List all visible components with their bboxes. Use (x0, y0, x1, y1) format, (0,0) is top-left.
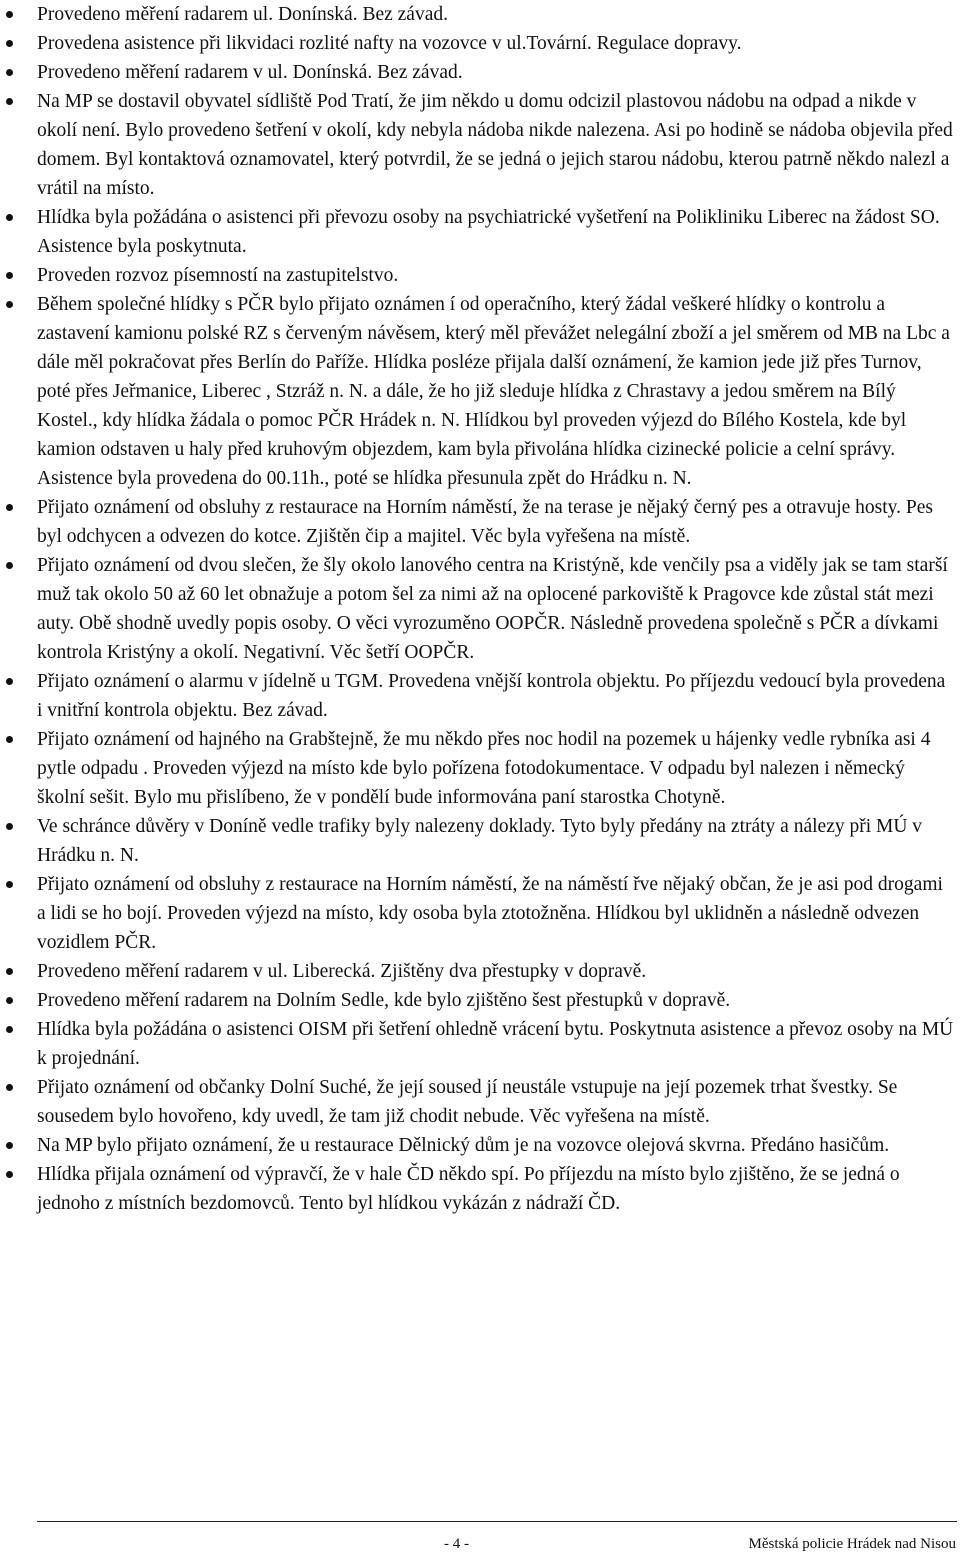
bullet-icon (6, 562, 13, 569)
bullet-icon (6, 98, 13, 105)
bullet-icon (6, 272, 13, 279)
page-number: - 4 - (444, 1536, 469, 1552)
report-item (0, 87, 960, 203)
report-item-text: Provedeno měření radarem v ul. Donínská. Bez závad. (37, 62, 463, 83)
bullet-icon (6, 823, 13, 830)
report-item-text: Přijato oznámení od obsluhy z restaurace na Horním náměstí, že na terase je nějaký černý pes a otravuje hosty. Pes byl odchycen a odvezen do kotce. Zjištěn čip a majitel. Věc byla vyřešena na místě. (37, 497, 933, 547)
bullet-icon (6, 736, 13, 743)
bullet-icon (6, 69, 13, 76)
report-item-text: Hlídka byla požádána o asistenci OISM při šetření ohledně vrácení bytu. Poskytnuta asistence a převoz osoby na MÚ k projednání. (37, 1019, 954, 1069)
report-item-text: Provedeno měření radarem ul. Donínská. Bez závad. (37, 4, 448, 25)
bullet-icon (6, 11, 13, 18)
report-item-text: Provedeno měření radarem na Dolním Sedle, kde bylo zjištěno šest přestupků v dopravě. (37, 990, 731, 1011)
report-item-text: Přijato oznámení o alarmu v jídelně u TGM. Provedena vnější kontrola objektu. Po příjezdu vedoucí byla provedena i vnitřní kontrola objektu. Bez závad. (37, 671, 946, 721)
report-item (0, 261, 960, 290)
report-item-text: Na MP se dostavil obyvatel sídliště Pod Tratí, že jim někdo u domu odcizil plastovou nádobu na odpad a nikde v okolí není. Bylo provedeno šetření v okolí, kdy nebyla nádoba nikde nalezena. Asi po hodině se nádoba objevila před domem. Byl kontaktová oznamovatel, který potvrdil, že se jedná o jejich starou nádobu, kterou patrně někdo nalezl a vrátil na místo. (37, 91, 953, 199)
report-item (0, 667, 960, 725)
bullet-icon (6, 1171, 13, 1178)
report-item (0, 1131, 960, 1160)
bullet-icon (6, 40, 13, 47)
bullet-icon (6, 678, 13, 685)
report-item (0, 812, 960, 870)
report-item (0, 0, 960, 29)
report-item (0, 1073, 960, 1131)
report-item-text: Provedeno měření radarem v ul. Liberecká. Zjištěny dva přestupky v dopravě. (37, 961, 647, 982)
footer-divider (37, 1521, 957, 1522)
report-item (0, 493, 960, 551)
report-item (0, 29, 960, 58)
report-item (0, 58, 960, 87)
bullet-icon (6, 881, 13, 888)
report-item (0, 551, 960, 667)
report-item (0, 870, 960, 957)
bullet-icon (6, 1084, 13, 1091)
report-item-text: Provedena asistence při likvidaci rozlité nafty na vozovce v ul.Tovární. Regulace dopravy. (37, 33, 742, 54)
report-item (0, 725, 960, 812)
report-item-text: Ve schránce důvěry v Doníně vedle trafiky byly nalezeny doklady. Tyto byly předány na ztráty a nálezy při MÚ v Hrádku n. N. (37, 816, 923, 866)
report-item-text: Na MP bylo přijato oznámení, že u restaurace Dělnický dům je na vozovce olejová skvrna. Předáno hasičům. (37, 1135, 890, 1156)
report-item-text: Přijato oznámení od dvou slečen, že šly okolo lanového centra na Kristýně, kde venčily psa a viděly jak se tam starší muž tak okolo 50 až 60 let obnažuje a potom šel za nimi až na oplocené parkoviště k Pragovce kde zůstal stát mezi auty. Obě shodně uvedly popis osoby. O věci vyrozuměno OOPČR. Následně provedena společně s PČR a dívkami kontrola Kristýny a okolí. Negativní. Věc šetří OOPČR. (37, 555, 948, 663)
bullet-icon (6, 504, 13, 511)
report-item (0, 1160, 960, 1218)
bullet-icon (6, 214, 13, 221)
report-item (0, 203, 960, 261)
report-item-text: Hlídka přijala oznámení od výpravčí, že v hale ČD někdo spí. Po příjezdu na místo bylo zjištěno, že se jedná o jednoho z místních bezdomovců. Tento byl hlídkou vykázán z nádraží ČD. (37, 1164, 900, 1214)
report-item-text: Přijato oznámení od obsluhy z restaurace na Horním náměstí, že na náměstí řve nějaký občan, že je asi pod drogami a lidi se ho bojí. Proveden výjezd na místo, kdy osoba byla ztotožněna. Hlídkou byl uklidněn a následně odvezen vozidlem PČR. (37, 874, 943, 953)
bullet-icon (6, 1026, 13, 1033)
report-item (0, 957, 960, 986)
report-item (0, 290, 960, 493)
bullet-icon (6, 997, 13, 1004)
bullet-icon (6, 1142, 13, 1149)
report-item-text: Hlídka byla požádána o asistenci při převozu osoby na psychiatrické vyšetření na Polikliniku Liberec na žádost SO. Asistence byla poskytnuta. (37, 207, 940, 257)
bullet-icon (6, 301, 13, 308)
report-item-text: Během společné hlídky s PČR bylo přijato oznámen í od operačního, který žádal veškeré hlídky o kontrolu a zastavení kamionu polské RZ s červeným návěsem, který měl převážet nelegální zboží a jel směrem od MB na Lbc a dále měl pokračovat přes Berlín do Paříže. Hlídka posléze přijala další oznámení, že kamion jede již přes Turnov, poté přes Jeřmanice, Liberec , Stzráž n. N. a dále, že ho již sleduje hlídka z Chrastavy a jedou směrem na Bílý Kostel., kdy hlídka žádala o pomoc PČR Hrádek n. N. Hlídkou byl proveden výjezd do Bílého Kostela, kde byl kamion odstaven u haly před kruhovým objezdem, kam byla přivolána hlídka cizinecké policie a celní správy. Asistence byla provedena do 00.11h., poté se hlídka přesunula zpět do Hrádku n. N. (37, 294, 950, 489)
report-item (0, 1015, 960, 1073)
report-item-text: Přijato oznámení od hajného na Grabštejně, že mu někdo přes noc hodil na pozemek u hájenky vedle rybníka asi 4 pytle odpadu . Proveden výjezd na místo kde bylo pořízena fotodokumentace. V odpadu byl nalezen i německý školní sešit. Bylo mu přislíbeno, že v pondělí bude informována paní starostka Chotyně. (37, 729, 931, 808)
report-item-text: Proveden rozvoz písemností na zastupitelstvo. (37, 265, 399, 286)
bullet-icon (6, 968, 13, 975)
report-item-text: Přijato oznámení od občanky Dolní Suché, že její soused jí neustále vstupuje na její pozemek trhat švestky. Se sousedem bylo hovořeno, kdy uvedl, že tam již chodit nebude. Věc vyřešena na místě. (37, 1077, 898, 1127)
footer-organization: Městská policie Hrádek nad Nisou (748, 1536, 956, 1552)
report-item (0, 986, 960, 1015)
